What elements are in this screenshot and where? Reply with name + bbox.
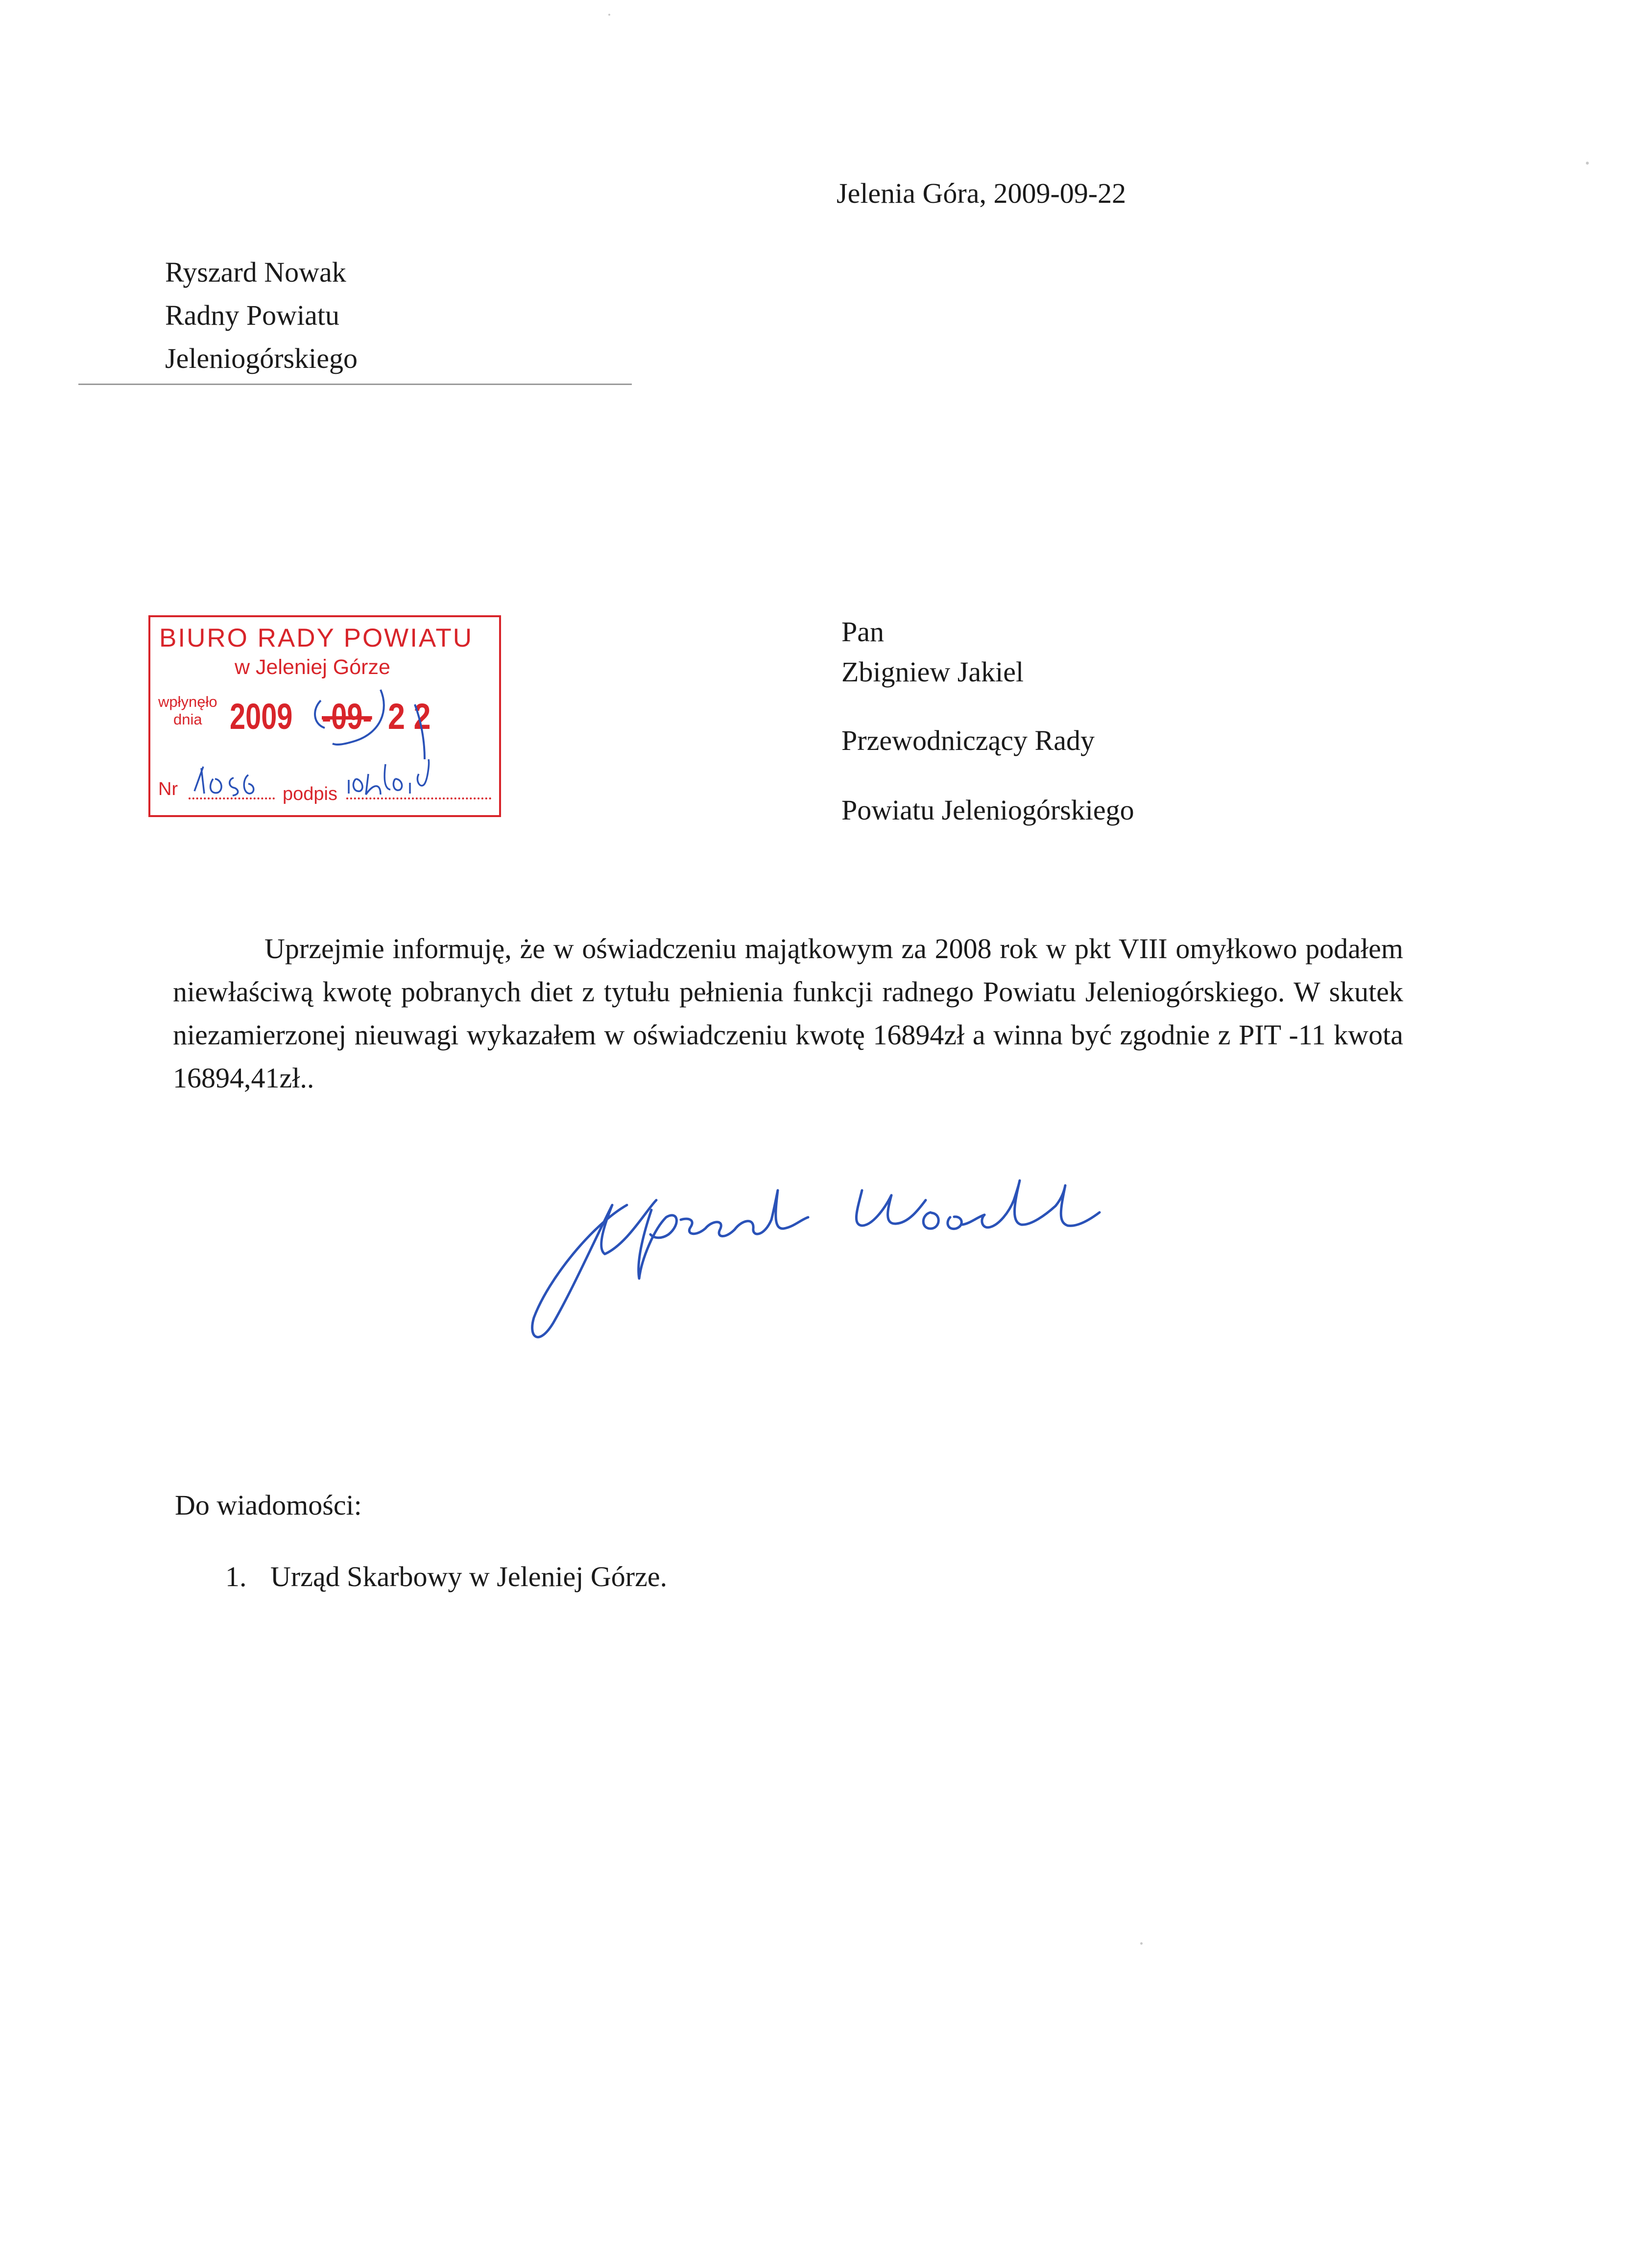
sender-block [165,251,358,380]
received-stamp [148,615,501,817]
sender-divider [78,384,632,385]
cc-list-item [225,1560,667,1593]
scan-speck [1140,1942,1143,1945]
recipient-title-line2: Powiatu Jeleniogórskiego [841,794,1134,826]
stamp-day: 2 2 [388,696,431,737]
handwritten-signature [519,1171,1131,1359]
recipient-salutation: Pan [841,616,884,648]
stamp-handwriting [150,617,503,819]
cc-item-number: 1. [225,1561,247,1592]
stamp-received-label-line1: wpłynęło [158,693,217,710]
scan-speck [608,14,610,16]
place-and-date: Jelenia Góra, 2009-09-22 [837,177,1126,209]
letter-paragraph: Uprzejmie informuję, że w oświadczeniu majątkowym za 2008 rok w pkt VIII omyłkowo podałem niewłaściwą kwotę pobranych diet z tytułu pełnienia funkcji radnego Powiatu Jeleniogórskiego. W skutek niezamierzonej nieuwagi wykazałem w oświadczeniu kwotę 16894zł a winna być zgodnie z PIT -11 kwota 16894,41zł.. [173,933,1403,1094]
stamp-month: -09- [322,696,372,737]
recipient-title-line1: Przewodniczący Rady [841,724,1095,756]
stamp-received-label-line2: dnia [173,711,202,728]
signature-drawing [519,1171,1131,1357]
sender-role: Radny Powiatu [165,299,340,331]
stamp-year: 2009 [230,696,293,737]
stamp-subtitle: w Jeleniej Górze [235,655,390,679]
sender-county: Jeleniogórskiego [165,342,358,374]
cc-item-text: Urząd Skarbowy w Jeleniej Górze. [270,1561,668,1592]
scan-speck [1586,162,1589,165]
sender-name: Ryszard Nowak [165,256,346,288]
stamp-title: BIURO RADY POWIATU [159,624,473,652]
stamp-nr-label: Nr [158,779,178,799]
cc-label: Do wiadomości: [175,1489,362,1521]
recipient-name: Zbigniew Jakiel [841,656,1024,688]
stamp-podpis-label: podpis [283,784,337,804]
letter-body [173,927,1403,1100]
